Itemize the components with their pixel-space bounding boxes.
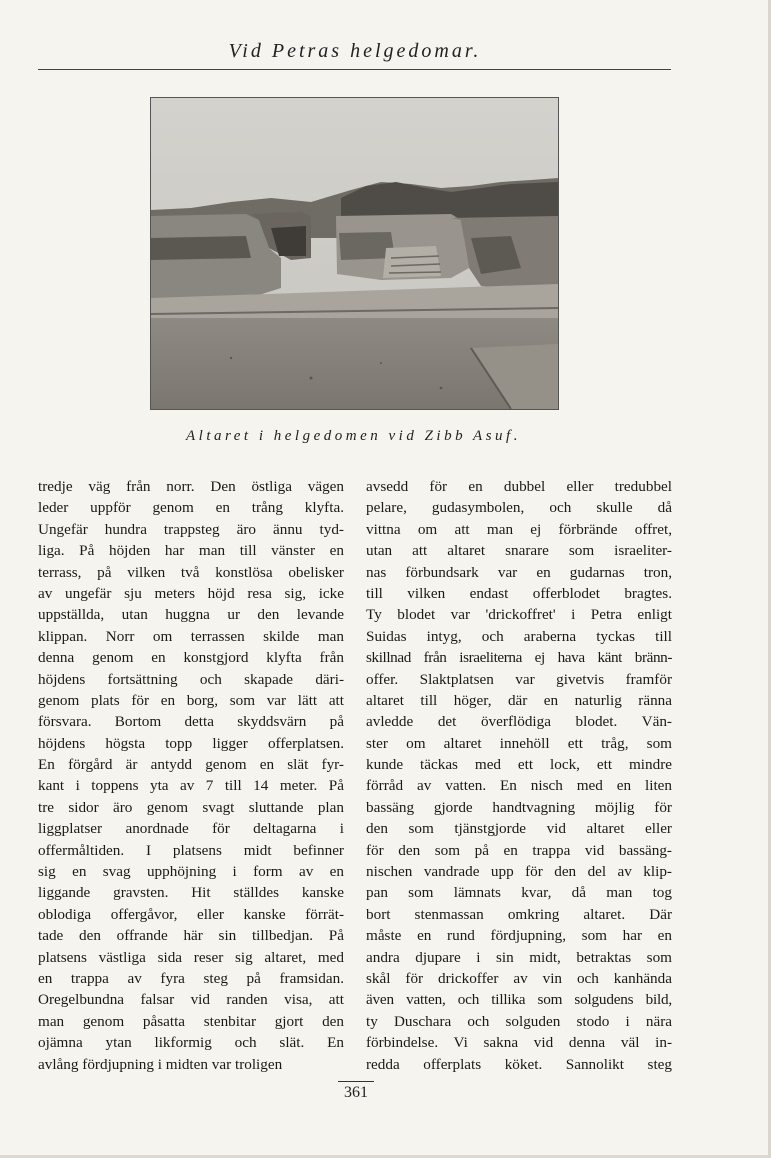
text-line: sig en svag upphöjning i form av en bbox=[38, 863, 344, 881]
text-line: vittna om att man ej förbrände offret, bbox=[366, 520, 672, 538]
text-line: liggplatser anordnade för deltagarna i bbox=[38, 820, 344, 838]
right-text-column bbox=[366, 476, 672, 1075]
text-line: höjdens fortsättning och skapade däri- bbox=[38, 670, 344, 688]
text-line: Oregelbundna falsar vid randen visa, att bbox=[38, 991, 344, 1009]
text-line: leder uppför genom en trång klyfta. bbox=[38, 499, 344, 517]
text-line: nas förbundsark var en gudarnas tron, bbox=[366, 563, 672, 581]
text-line: offer. Slaktplatsen var givetvis framför bbox=[366, 670, 672, 688]
text-line: denna genom en konstgjord klyfta från bbox=[38, 649, 344, 667]
text-line: avsedd för en dubbel eller tredubbel bbox=[366, 478, 672, 495]
text-line: Suidas intyg, och araberna tyckas till bbox=[366, 627, 672, 645]
text-line: platsens västliga sida reser sig altaret, med bbox=[38, 948, 344, 966]
text-line: pelare, gudasymbolen, och skulle då bbox=[366, 499, 672, 517]
text-line: uppställda, utan huggna ur den levande bbox=[38, 606, 344, 624]
text-line: pan som lämnats kvar, då man tog bbox=[366, 884, 672, 902]
text-line: klippan. Norr om terrassen skilde man bbox=[38, 627, 344, 645]
text-line: tredje väg från norr. Den östliga vägen bbox=[38, 478, 344, 495]
text-line: ty Duschara och solguden stodo i nära bbox=[366, 1012, 672, 1030]
text-line: den som tjänstgjorde vid altaret eller bbox=[366, 820, 672, 838]
photograph-altar-icon bbox=[151, 98, 558, 409]
text-line: förbindelse. Vi sakna vid denna väl in- bbox=[366, 1034, 672, 1052]
text-line: offermåltiden. I platsens midt befinner bbox=[38, 841, 344, 859]
text-line: även vatten, och tillika som solgudens bild, bbox=[366, 991, 672, 1009]
text-line: måste en rund fördjupning, som har en bbox=[366, 927, 672, 945]
text-line: redda offerplats köket. Sannolikt steg bbox=[366, 1055, 672, 1073]
text-line: Ungefär hundra trappsteg äro ännu tyd- bbox=[38, 520, 344, 538]
text-line: för den som på en trappa vid bassäng- bbox=[366, 841, 672, 859]
text-line: Ty blodet var 'drickoffret' i Petra enligt bbox=[366, 606, 672, 624]
header-rule bbox=[38, 69, 671, 70]
text-line: kunde täckas med ett lock, ett mindre bbox=[366, 756, 672, 774]
photo-caption: Altaret i helgedomen vid Zibb Asuf. bbox=[186, 428, 521, 444]
text-line: man genom påsatta stenbitar gjort den bbox=[38, 1012, 344, 1030]
text-line: ster om altaret innehöll ett tråg, som bbox=[366, 734, 672, 752]
text-line: tade den offrande här sin tillbedjan. På bbox=[38, 927, 344, 945]
text-line: utan att altaret snarare som israeliter- bbox=[366, 542, 672, 560]
text-line: bort stenmassan omkring altaret. Där bbox=[366, 905, 672, 923]
text-line: nischen vandrade upp för den del av klip- bbox=[366, 863, 672, 881]
text-line: skillnad från israeliterna ej hava känt bränn- bbox=[366, 649, 672, 667]
text-line: En förgård är antydd genom en slät fyr- bbox=[38, 756, 344, 774]
text-line: höjdens högsta topp ligger offerplatsen. bbox=[38, 734, 344, 752]
folio-rule bbox=[338, 1081, 374, 1082]
text-line: bassäng gjorde handtvagning möjlig för bbox=[366, 798, 672, 816]
text-line: andra djupare i sin midt, betraktas som bbox=[366, 948, 672, 966]
altar-photograph bbox=[150, 97, 559, 410]
text-line: liggande gravsten. Hit ställdes kanske bbox=[38, 884, 344, 902]
text-line: genom plats för en borg, som var lätt att bbox=[38, 691, 344, 709]
text-line: av ungefär sju meters höjd resa sig, icke bbox=[38, 584, 344, 602]
text-line: ojämna ytan likformig och slät. En bbox=[38, 1034, 344, 1052]
left-text-column bbox=[38, 476, 344, 1075]
text-line: till vilken endast offerblodet bragtes. bbox=[366, 584, 672, 602]
text-line: avlång fördjupning i midten var troligen bbox=[38, 1055, 283, 1073]
running-head: Vid Petras helgedomar. bbox=[228, 40, 482, 62]
text-line: kant i toppens yta av 7 till 14 meter. På bbox=[38, 777, 344, 795]
text-line: altaret till höger, där en naturlig ränna bbox=[366, 691, 672, 709]
text-line: skål för drickoffer av vin och kanhända bbox=[366, 969, 672, 987]
text-line: terrass, på vilken två konstlösa obelisker bbox=[38, 563, 344, 581]
text-line: tre sidor äro genom svagt sluttande plan bbox=[38, 798, 344, 816]
text-line: liga. På höjden har man till vänster en bbox=[38, 542, 344, 560]
text-line: oblodiga offergåvor, eller kanske förrät- bbox=[38, 905, 344, 923]
text-line: en trappa av fyra steg på framsidan. bbox=[38, 969, 344, 987]
text-line: förråd av vatten. En nisch med en liten bbox=[366, 777, 672, 795]
page-number: 361 bbox=[344, 1084, 368, 1101]
text-line: avledde det överflödiga blodet. Vän- bbox=[366, 713, 672, 731]
text-line: försvara. Bortom detta skyddsvärn på bbox=[38, 713, 344, 731]
